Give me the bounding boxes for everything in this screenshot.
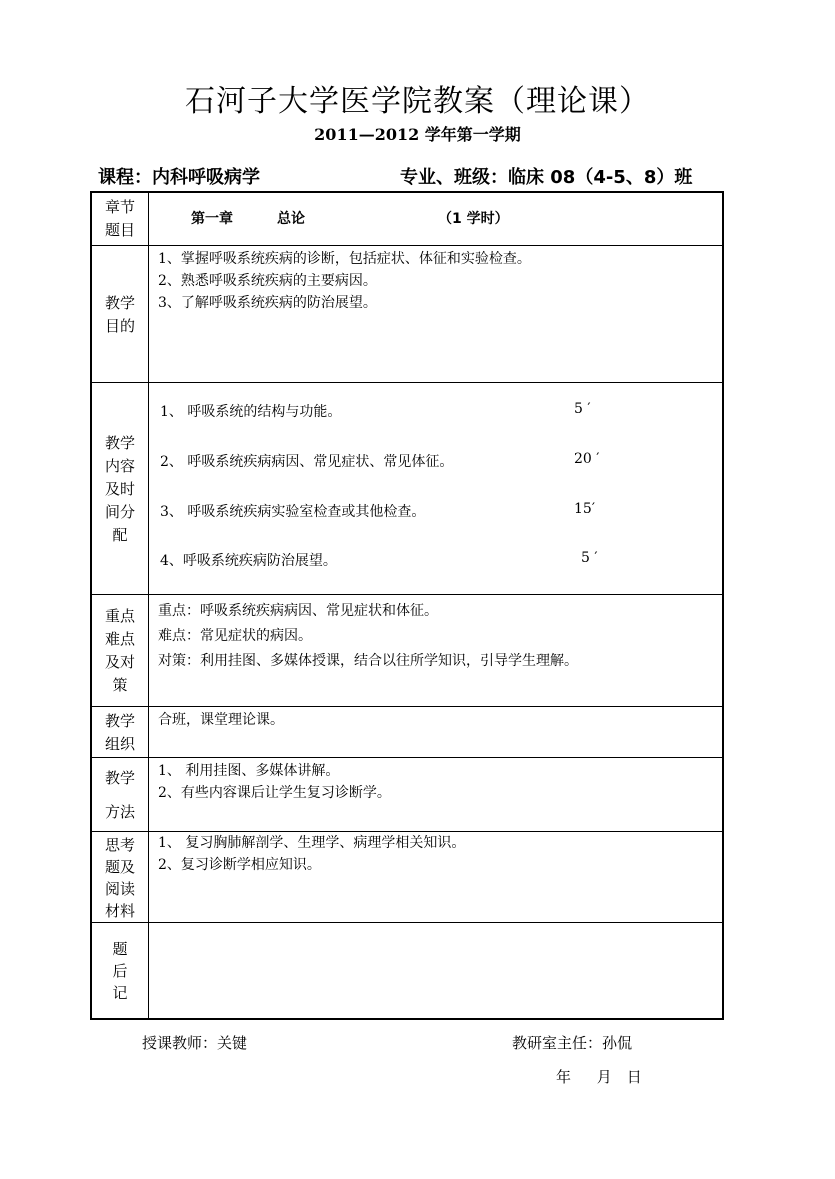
label-content: 教学内容及时间分配 bbox=[92, 383, 149, 595]
chapter-topic: 总论 bbox=[277, 211, 305, 227]
chapter-number: 第一章 bbox=[191, 211, 233, 227]
objective-item: 3、了解呼吸系统疾病的防治展望。 bbox=[158, 295, 377, 311]
method-item: 1、 利用挂图、多媒体讲解。 bbox=[158, 763, 340, 779]
content-item: 4、呼吸系统疾病防治展望。 bbox=[160, 553, 337, 569]
page-title: 石河子大学医学院教案（理论课） bbox=[185, 84, 650, 119]
label-methods: 教学方法 bbox=[92, 758, 149, 832]
row-reading bbox=[92, 831, 722, 923]
content-item: 2、 呼吸系统疾病病因、常见症状、常见体征。 bbox=[160, 454, 454, 470]
label-objectives: 教学目的 bbox=[92, 246, 149, 383]
director-name: 教研室主任：孙侃 bbox=[512, 1034, 633, 1052]
content-time: 20 ′ bbox=[574, 451, 600, 467]
row-keypoints bbox=[92, 594, 722, 707]
reading-list bbox=[158, 832, 714, 876]
row-chapter bbox=[92, 193, 722, 245]
keypoints-list bbox=[158, 599, 714, 674]
keypoint-item: 重点：呼吸系统疾病病因、常见症状和体征。 bbox=[158, 603, 438, 619]
label-keypoints: 重点难点及对策 bbox=[92, 595, 149, 707]
methods-list bbox=[158, 760, 714, 804]
row-organization bbox=[92, 706, 722, 758]
row-methods bbox=[92, 757, 722, 832]
method-item: 2、有些内容课后让学生复习诊断学。 bbox=[158, 785, 391, 801]
reading-item: 2、复习诊断学相应知识。 bbox=[158, 857, 321, 873]
label-chapter: 章节题目 bbox=[92, 193, 149, 245]
semester-subtitle: 2011—2012 学年第一学期 bbox=[314, 125, 521, 144]
row-objectives bbox=[92, 245, 722, 383]
content-item: 1、 呼吸系统的结构与功能。 bbox=[160, 404, 342, 420]
lesson-plan-table bbox=[90, 191, 724, 1020]
reading-item: 1、 复习胸肺解剖学、生理学、病理学相关知识。 bbox=[158, 835, 466, 851]
content-time: 15′ bbox=[574, 501, 595, 517]
date-line: 年 月 日 bbox=[556, 1068, 642, 1086]
label-postscript: 题后记 bbox=[92, 923, 149, 1019]
objective-item: 2、熟悉呼吸系统疾病的主要病因。 bbox=[158, 273, 377, 289]
course-name: 课程：内科呼吸病学 bbox=[98, 167, 260, 188]
row-content bbox=[92, 382, 722, 595]
keypoint-item: 难点：常见症状的病因。 bbox=[158, 628, 312, 644]
content-time: 5 ′ bbox=[581, 550, 598, 566]
objectives-list bbox=[158, 248, 714, 314]
content-time: 5 ′ bbox=[574, 401, 591, 417]
objective-item: 1、掌握呼吸系统疾病的诊断，包括症状、体征和实验检查。 bbox=[158, 251, 531, 267]
major-class: 专业、班级：临床 08（4-5、8）班 bbox=[400, 167, 693, 188]
row-postscript bbox=[92, 922, 722, 1019]
chapter-hours: （1 学时） bbox=[438, 211, 509, 227]
organization-text: 合班，课堂理论课。 bbox=[158, 712, 284, 728]
label-organization: 教学组织 bbox=[92, 707, 149, 758]
keypoint-item: 对策：利用挂图、多媒体授课，结合以往所学知识，引导学生理解。 bbox=[158, 653, 578, 669]
teacher-name: 授课教师：关键 bbox=[142, 1034, 248, 1052]
label-reading: 思考题及阅读材料 bbox=[92, 832, 149, 923]
content-item: 3、 呼吸系统疾病实验室检查或其他检查。 bbox=[160, 504, 426, 520]
